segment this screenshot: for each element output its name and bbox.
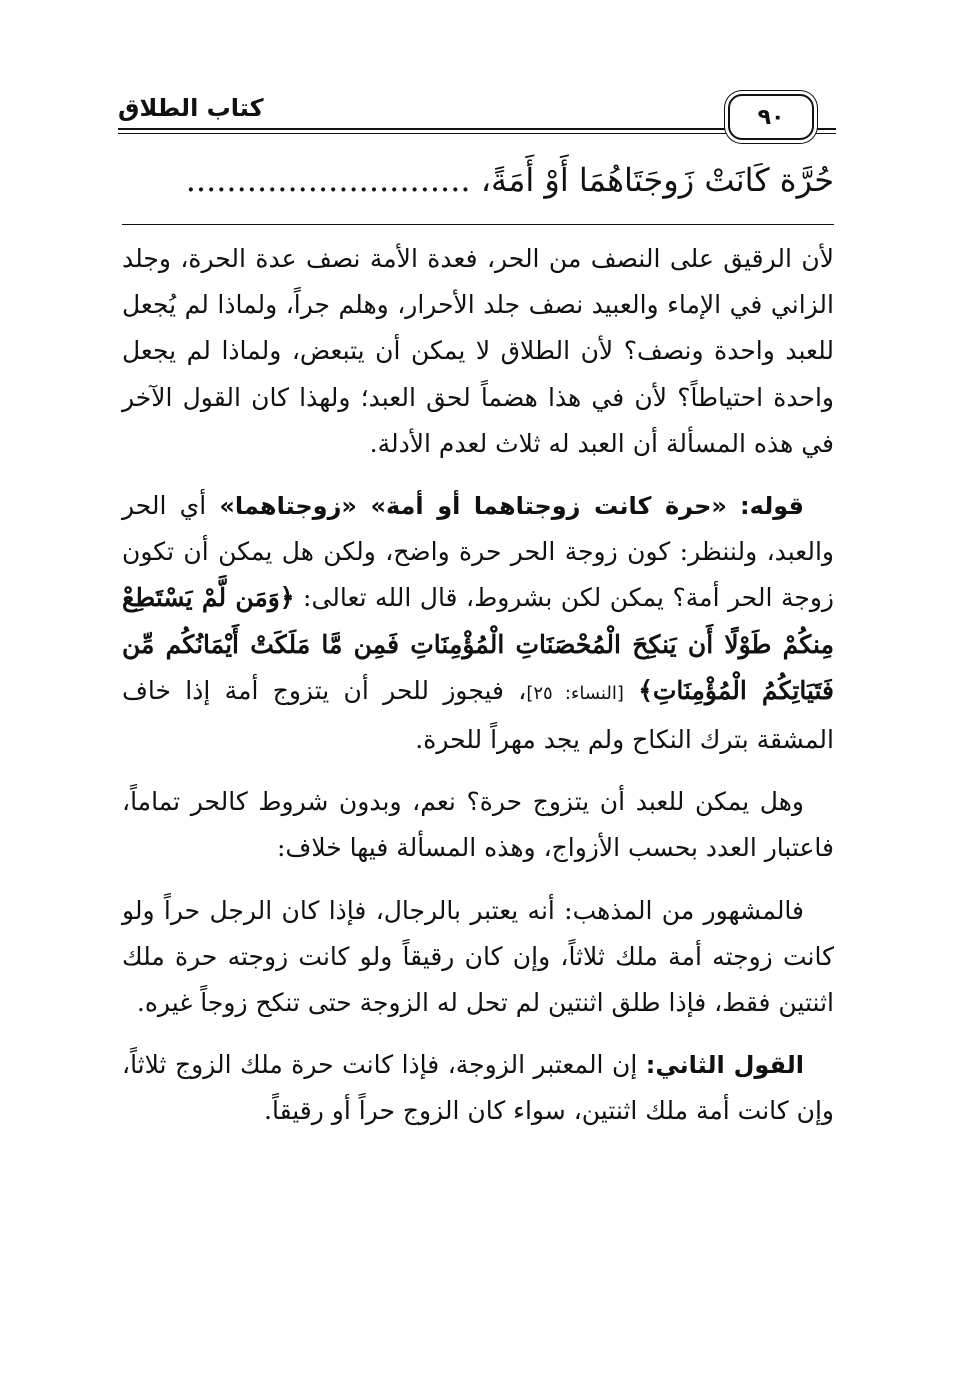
- matn-dots: ............................: [185, 161, 471, 199]
- paragraph-2-text: أي الحر والعبد، ولننظر: كون زوجة الحر حرة واضح، ولكن هل يمكن أن تكون زوجة الحر أمة؟ يمكن لكن بشروط، قال الله تعالى:: [122, 491, 834, 613]
- paragraph-5: [122, 1042, 834, 1134]
- commentary-body: [122, 236, 834, 1151]
- matn-separator: [122, 224, 834, 225]
- second-opinion-label: القول الثاني:: [645, 1051, 804, 1080]
- book-title: كتاب الطلاق: [118, 94, 264, 122]
- page-number: ٩٠: [728, 94, 814, 140]
- paragraph-3: وهل يمكن للعبد أن يتزوج حرة؟ نعم، وبدون شروط كالحر تماماً، فاعتبار العدد بحسب الأزواج، وهذه المسألة فيها خلاف:: [122, 787, 834, 863]
- matn-text: حُرَّة كَانَتْ زَوجَتَاهُمَا أَوْ أَمَةً،: [480, 161, 834, 199]
- matn-line: [122, 150, 834, 210]
- quran-verse: ﴿وَمَن لَّمْ يَسْتَطِعْ مِنكُمْ طَوْلًا أَن يَنكِحَ الْمُحْصَنَاتِ الْمُؤْمِنَاتِ فَمِن مَّا مَلَكَتْ أَيْمَانُكُم مِّن فَتَيَاتِكُمُ الْمُؤْمِنَاتِ﴾: [122, 583, 834, 705]
- paragraph-2: [122, 483, 834, 763]
- matn-quote: «حرة كانت زوجتاهما أو أمة» «زوجتاهما»: [219, 492, 727, 521]
- paragraph-2-tail: ، فيجوز للحر أن يتزوج أمة إذا خاف المشقة بترك النكاح ولم يجد مهراً للحرة.: [122, 675, 834, 755]
- qawluhu-label: قوله:: [740, 492, 804, 521]
- running-header: [118, 88, 836, 146]
- paragraph-4: فالمشهور من المذهب: أنه يعتبر بالرجال، فإذا كان الرجل حراً ولو كانت زوجته أمة ملك ثلاثاً، وإن كان رقيقاً ولو كانت زوجته حرة ملك اثنتين فقط، فإذا طلق اثنتين لم تحل له الزوجة حتى تنكح زوجاً غيره.: [122, 895, 834, 1018]
- paragraph-1: لأن الرقيق على النصف من الحر، فعدة الأمة نصف عدة الحرة، وجلد الزاني في الإماء والعبيد نصف جلد الأحرار، وهلم جراً، ولماذا لم يُجعل للعبد واحدة ونصف؟ لأن الطلاق لا يمكن أن يتبعض، ولماذا لم يجعل واحدة احتياطاً؟ لأن في هذا هضماً لحق العبد؛ ولهذا كان القول الآخر في هذه المسألة أن العبد له ثلاث لعدم الأدلة.: [122, 244, 834, 458]
- header-rule-thin: [118, 133, 836, 134]
- verse-reference: [النساء: ٢٥]: [526, 682, 624, 704]
- paragraph-5-text: إن المعتبر الزوجة، فإذا كانت حرة ملك الزوج ثلاثاً، وإن كانت أمة ملك اثنتين، سواء كان الزوج حراً أو رقيقاً.: [122, 1050, 834, 1126]
